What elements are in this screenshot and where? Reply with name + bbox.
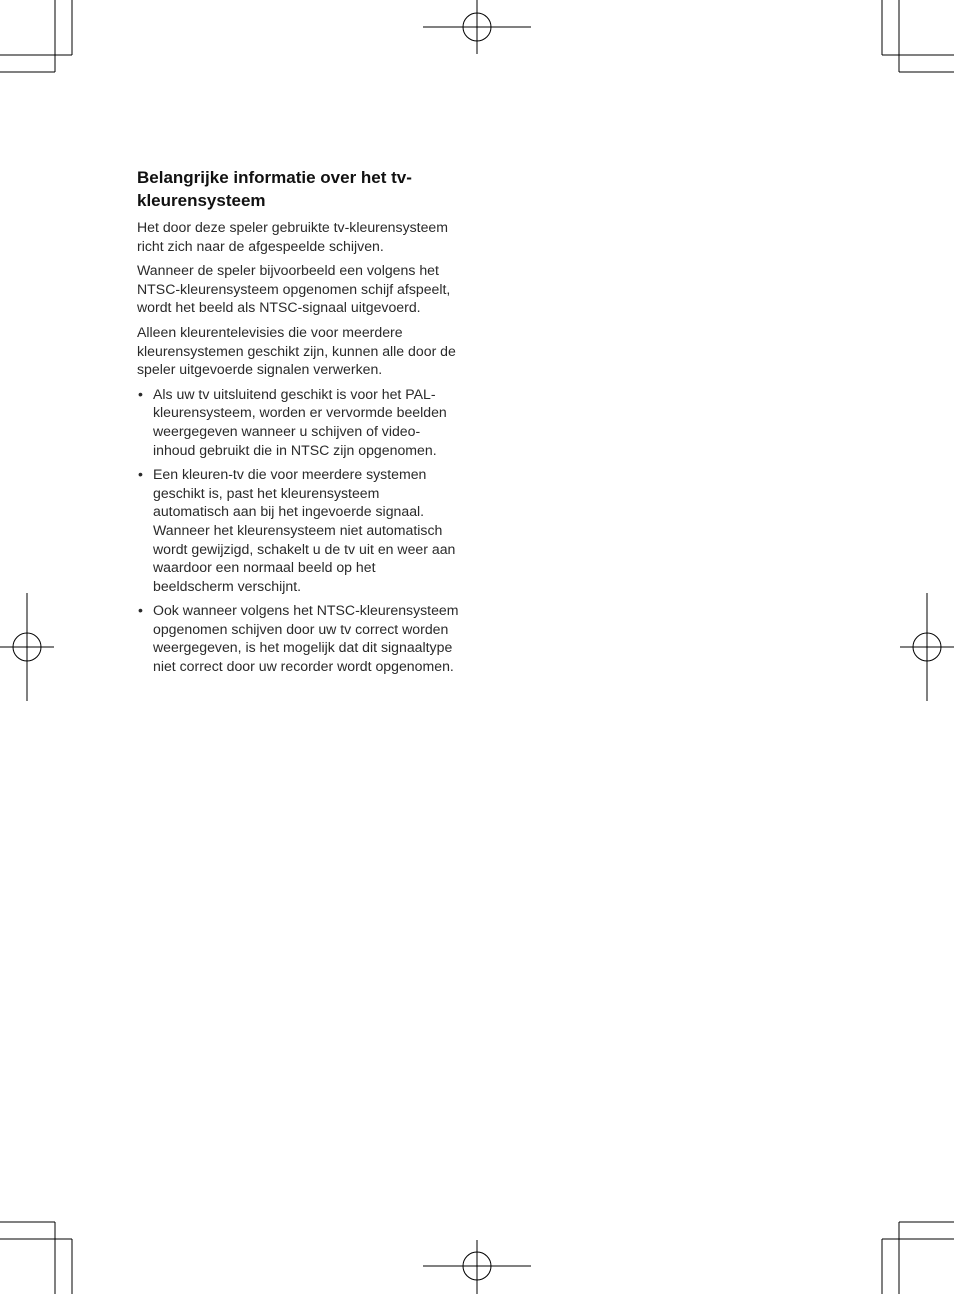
document-section [137, 166, 459, 682]
registration-mark-left [0, 593, 54, 701]
crop-mark-bottom-right [882, 1222, 954, 1294]
list-item-text: Ook wanneer volgens het NTSC-kleurensysteem opgenomen schijven door uw tv correct worden weergegeven, is het mogelijk dat dit signaaltype niet correct door uw recorder wordt opgenomen. [153, 602, 459, 675]
list-item [137, 465, 459, 595]
bullet-icon: • [138, 385, 143, 402]
crop-mark-top-right [882, 0, 954, 72]
paragraph-multisystem: Alleen kleurentelevisies die voor meerdere kleurensystemen geschikt zijn, kunnen alle door de speler uitgevoerde signalen verwerken. [137, 323, 456, 378]
registration-mark-bottom [423, 1240, 531, 1294]
registration-mark-top [423, 0, 531, 54]
list-item [137, 385, 459, 459]
bullet-icon: • [138, 466, 143, 483]
crop-mark-top-left [0, 0, 72, 72]
bullet-list [137, 385, 459, 676]
paragraph-intro: Het door deze speler gebruikte tv-kleurensysteem richt zich naar de afgespeelde schijven. [137, 219, 448, 254]
paragraph-ntsc-example: Wanneer de speler bijvoorbeeld een volgens het NTSC-kleurensysteem opgenomen schijf afspeelt, wordt het beeld als NTSC-signaal uitgevoerd. [137, 262, 451, 316]
crop-mark-bottom-left [0, 1222, 72, 1294]
list-item-text: Als uw tv uitsluitend geschikt is voor het PAL-kleurensysteem, worden er vervormde beelden weergegeven wanneer u schijven of video-inhoud gebruikt die in NTSC zijn opgenomen. [153, 385, 447, 458]
bullet-icon: • [138, 602, 143, 619]
list-item-text: Een kleuren-tv die voor meerdere systemen geschikt is, past het kleurensysteem automatisch aan bij het ingevoerde signaal. Wanneer het kleurensysteem niet automatisch wordt gewijzigd, schakelt u de tv uit en weer aan waardoor een normaal beeld op het beeldscherm verschijnt. [153, 466, 456, 594]
list-item [137, 601, 459, 675]
registration-mark-right [900, 593, 954, 701]
section-heading: Belangrijke informatie over het tv-kleurensysteem [137, 168, 412, 210]
